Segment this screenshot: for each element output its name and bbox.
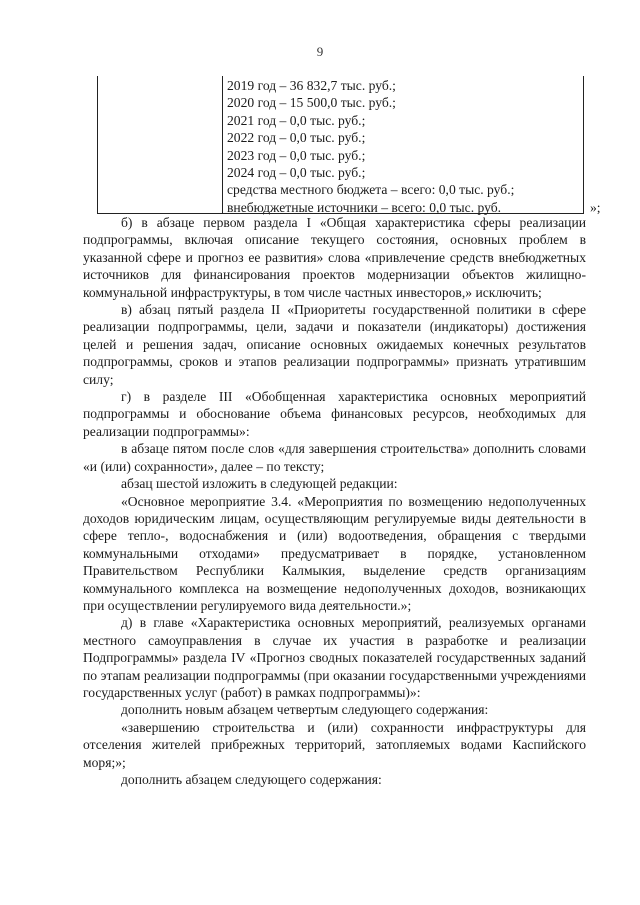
funding-table (97, 76, 584, 214)
paragraph: г) в разделе III «Обобщенная характеристика основных мероприятий подпрограммы и обоснование объема финансовых ресурсов, необходимых для реализации подпрограммы»: (83, 389, 586, 439)
funding-line: 2022 год – 0,0 тыс. руб.; (227, 130, 366, 146)
page-number: 9 (316, 44, 324, 59)
table-closing-quote: »; (590, 200, 601, 215)
paragraph: в) абзац пятый раздела II «Приоритеты государственной политики в сфере реализации подпрограммы, цели, задачи и показатели (индикаторы) достижения целей и решения задач, описание основных ожидаемых конечных результатов подпрограммы, сроков и этапов реализации подпрограммы» признать утратившим силу; (83, 302, 586, 387)
paragraph: д) в главе «Характеристика основных мероприятий, реализуемых органами местного самоуправления в случае их участия в разработке и реализации Подпрограммы» раздела IV «Прогноз сводных показателей государственных заданий по этапам реализации подпрограммы (при оказании государственными учреждениями государственных услуг (работ) в рамках подпрограммы)»: (83, 615, 586, 700)
paragraph: дополнить абзацем следующего содержания: (121, 772, 382, 787)
paragraph: б) в абзаце первом раздела I «Общая характеристика сферы реализации подпрограммы, включая описание текущего состояния, основных проблем в указанной сфере и прогноз ее развития» слова «привлечение средств внебюджетных источников для финансирования проектов модернизации объектов жилищно-коммунальной инфраструктуры, в том числе частных инвесторов,» исключить; (83, 215, 586, 300)
paragraph: «Основное мероприятие 3.4. «Мероприятия по возмещению недополученных доходов юридическим лицам, осуществляющим регулируемые виды деятельности в сфере тепло-, водоснабжения и (или) водоотведения, обращения с твердыми коммунальными отходами» предусматривает в порядке, установленном Правительством Республики Калмыкия, выделение средств организациям коммунального комплекса на возмещение недополученных доходов, возникающих при осуществлении регулируемого вида деятельности.»; (83, 493, 586, 613)
funding-table-label-cell (98, 76, 223, 213)
funding-line: внебюджетные источники – всего: 0,0 тыс. руб. (227, 199, 502, 215)
paragraph: абзац шестой изложить в следующей редакции: (121, 476, 398, 492)
funding-line: 2019 год – 36 832,7 тыс. руб.; (227, 78, 396, 93)
paragraph: «завершению строительства и (или) сохранности инфраструктуры для отселения жителей прибрежных территорий, затопляемых водами Каспийского моря;»; (83, 719, 586, 770)
paragraph: в абзаце пятом после слов «для завершения строительства» дополнить словами «и (или) сохранности», далее – по тексту; (83, 441, 586, 474)
funding-line: 2021 год – 0,0 тыс. руб.; (227, 112, 366, 128)
funding-line: 2023 год – 0,0 тыс. руб.; (227, 147, 366, 163)
paragraph: дополнить новым абзацем четвертым следующего содержания: (121, 702, 489, 718)
funding-line: 2020 год – 15 500,0 тыс. руб.; (227, 95, 396, 111)
funding-table-value-cell (223, 76, 583, 216)
funding-line: 2024 год – 0,0 тыс. руб.; (227, 165, 366, 181)
document-body (83, 214, 586, 788)
funding-line: средства местного бюджета – всего: 0,0 тыс. руб.; (227, 182, 515, 198)
